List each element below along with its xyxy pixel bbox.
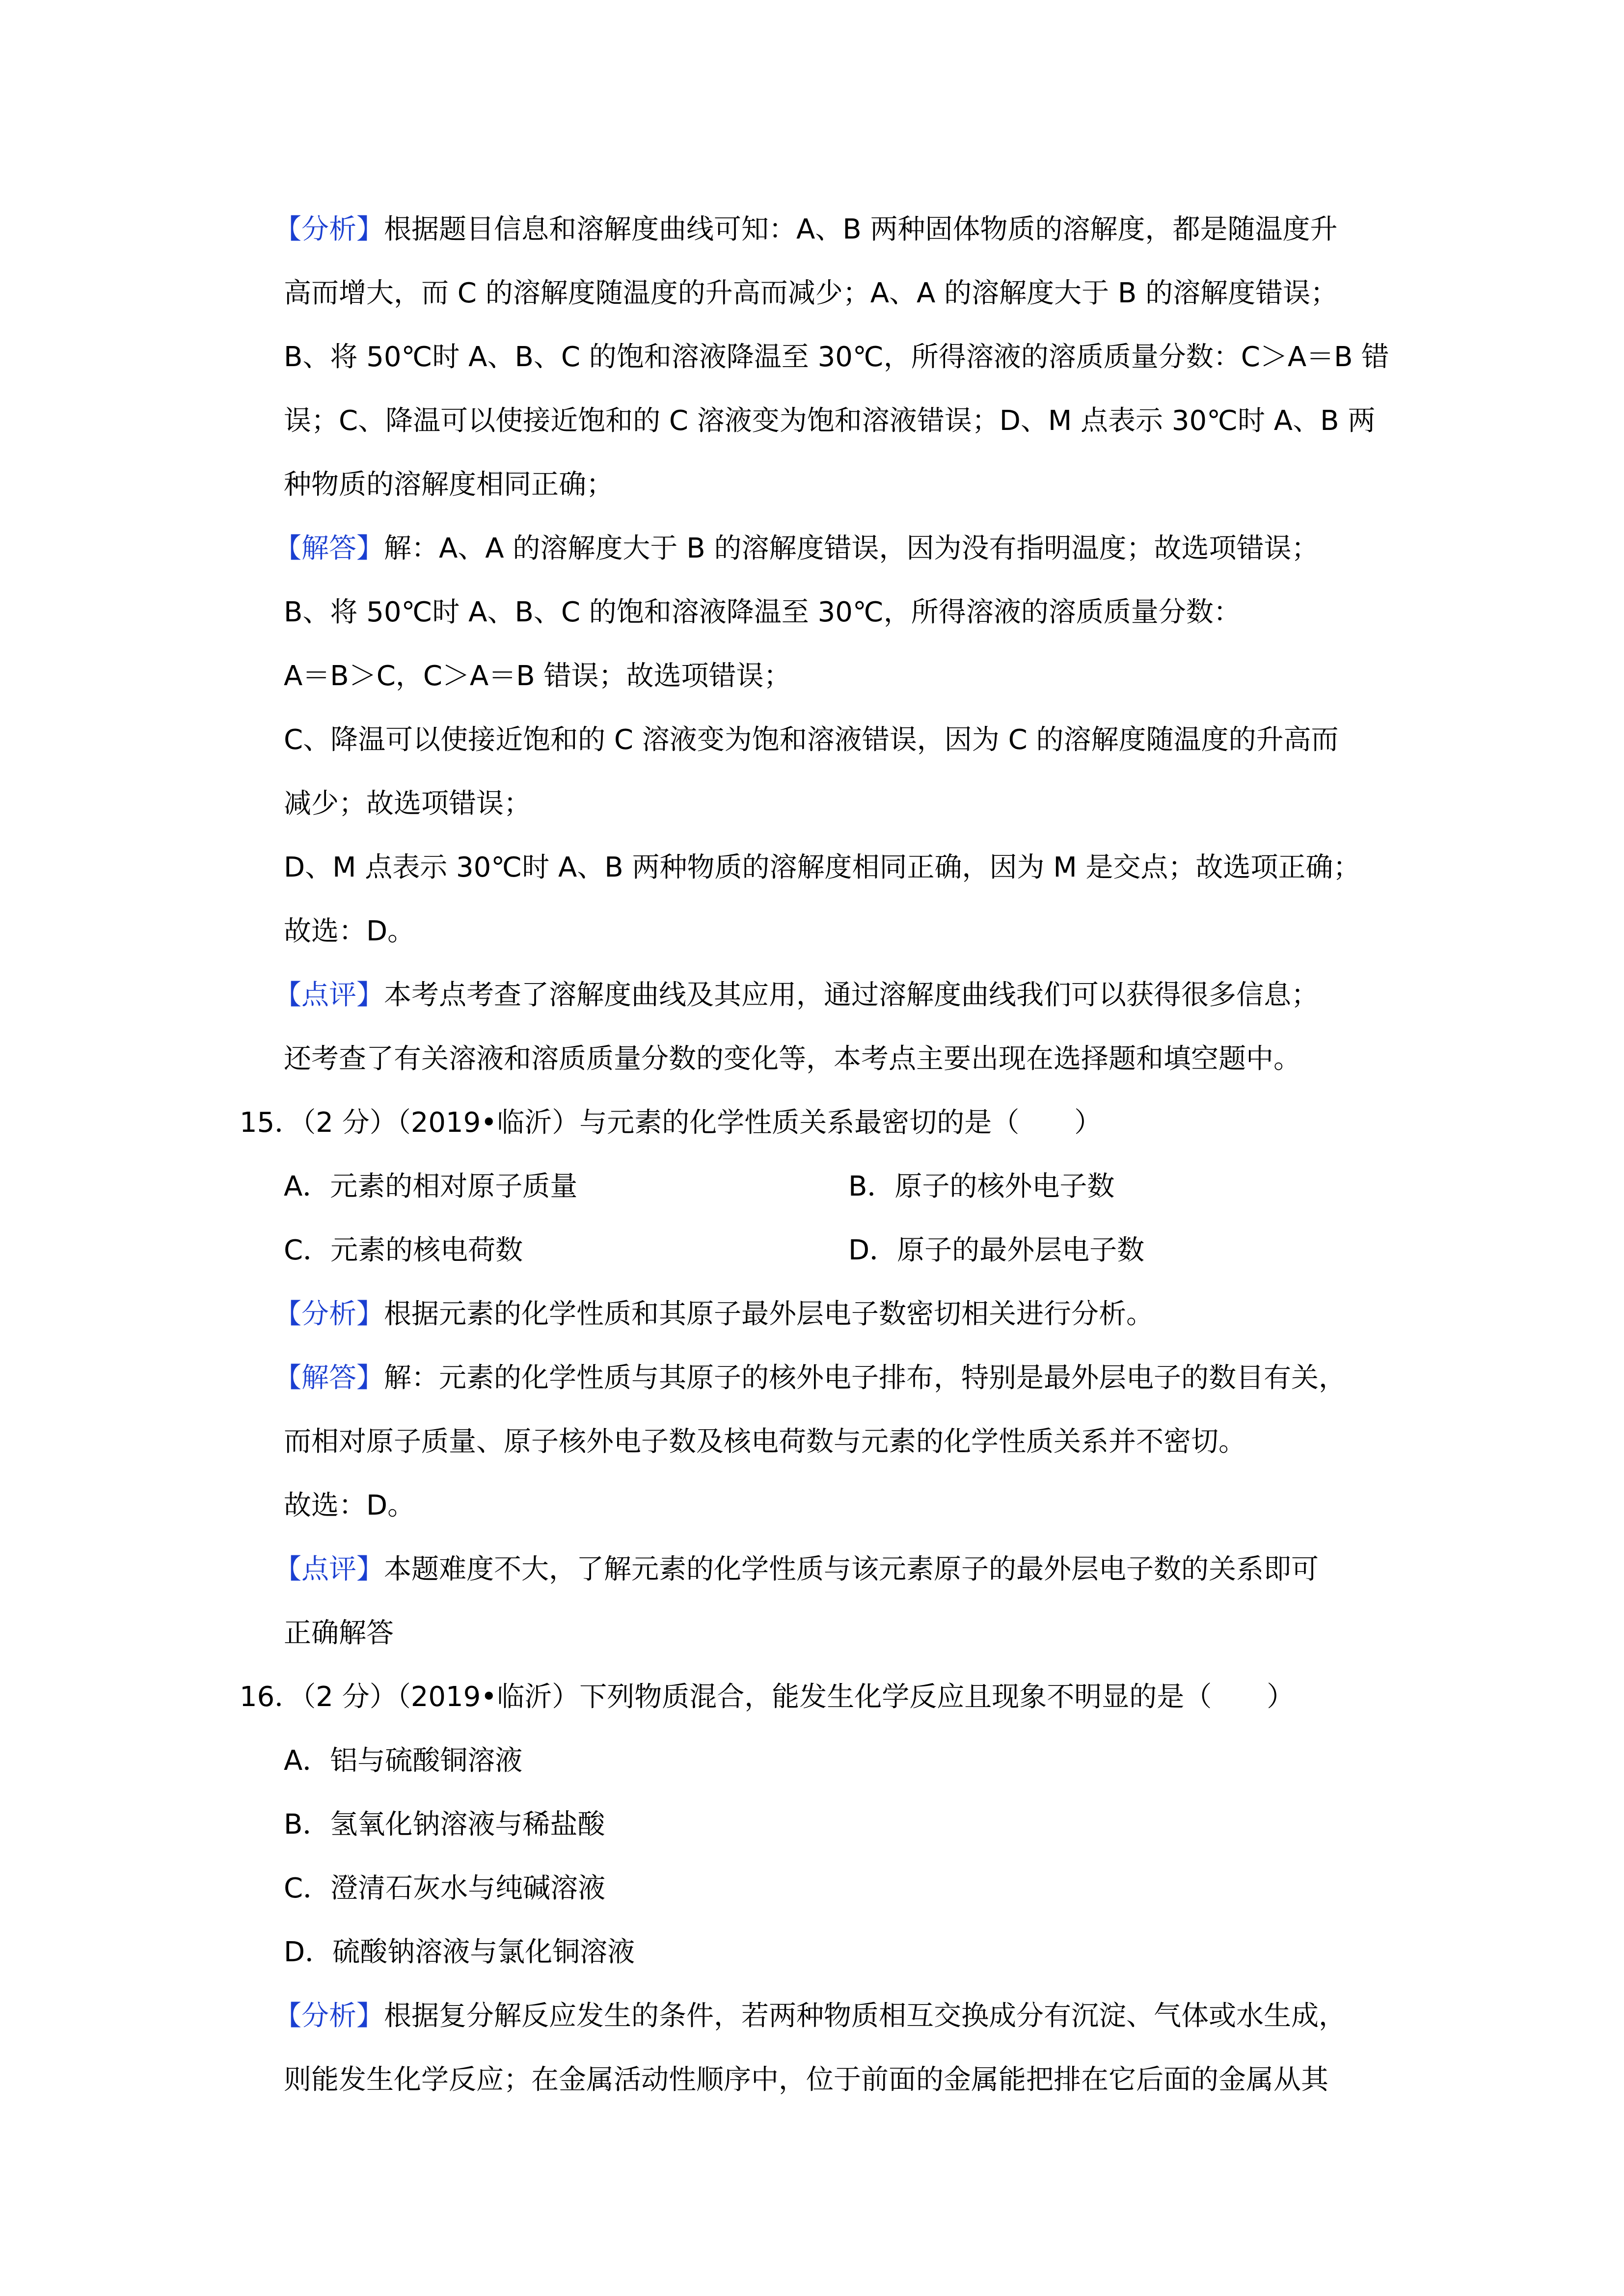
comment-tag: 【点评】 (274, 1553, 384, 1585)
q14-analysis-line-2: 高而增大，而 C 的溶解度随温度的升高而减少；A、A 的溶解度大于 B 的溶解度错误； (284, 277, 1338, 309)
analysis-tag: 【分析】 (274, 2000, 384, 2032)
q14-analysis-line-5: 种物质的溶解度相同正确； (284, 469, 614, 501)
q14-analysis-line-1: 【分析】根据题目信息和溶解度曲线可知：A、B 两种固体物质的溶解度，都是随温度升 (274, 214, 1338, 245)
q14-answer-line-4: C、降温可以使接近饱和的 C 溶液变为饱和溶液错误，因为 C 的溶解度随温度的升高而 (284, 724, 1339, 756)
answer-tag: 【解答】 (274, 1362, 384, 1394)
q15-option-b: B．原子的核外电子数 (848, 1171, 1115, 1202)
q14-analysis-line-3: B、将 50℃时 A、B、C 的饱和溶液降温至 30℃，所得溶液的溶质质量分数：C＞A＝B 错 (284, 341, 1389, 373)
q14-answer-line-6: D、M 点表示 30℃时 A、B 两种物质的溶解度相同正确，因为 M 是交点；故选项正确； (284, 852, 1361, 883)
q14-answer-line-5: 减少；故选项错误； (284, 788, 531, 820)
q14-comment-line-1: 【点评】本考点考查了溶解度曲线及其应用，通过溶解度曲线我们可以获得很多信息； (274, 979, 1319, 1011)
q14-comment-line-2: 还考查了有关溶液和溶质质量分数的变化等，本考点主要出现在选择题和填空题中。 (284, 1043, 1301, 1075)
q14-answer-line-1: 【解答】解：A、A 的溶解度大于 B 的溶解度错误，因为没有指明温度；故选项错误； (274, 533, 1319, 564)
q16-analysis-line-1: 【分析】根据复分解反应发生的条件，若两种物质相互交换成分有沉淀、气体或水生成， (274, 2000, 1346, 2032)
q16-option-b: B．氢氧化钠溶液与稀盐酸 (284, 1809, 605, 1841)
q15-stem: 15．（2 分）（2019•临沂）与元素的化学性质关系最密切的是（ ） (240, 1107, 1102, 1139)
q15-option-d: D．原子的最外层电子数 (848, 1234, 1145, 1266)
answer-tag: 【解答】 (274, 533, 384, 564)
q14-answer-line-7: 故选：D。 (284, 915, 415, 947)
q15-answer-line-2: 而相对原子质量、原子核外电子数及核电荷数与元素的化学性质关系并不密切。 (284, 1426, 1246, 1458)
q14-answer-line-3: A＝B＞C，C＞A＝B 错误；故选项错误； (284, 660, 791, 692)
q15-option-a: A．元素的相对原子质量 (284, 1171, 578, 1202)
q15-comment-line-2: 正确解答 (284, 1617, 394, 1649)
analysis-tag: 【分析】 (274, 1298, 384, 1330)
q16-option-a: A．铝与硫酸铜溶液 (284, 1745, 523, 1777)
q15-answer-line-1: 【解答】解：元素的化学性质与其原子的核外电子排布，特别是最外层电子的数目有关， (274, 1362, 1346, 1394)
q15-option-c: C．元素的核电荷数 (284, 1234, 523, 1266)
q14-answer-line-2: B、将 50℃时 A、B、C 的饱和溶液降温至 30℃，所得溶液的溶质质量分数： (284, 596, 1241, 628)
comment-tag: 【点评】 (274, 979, 384, 1011)
q16-stem: 16．（2 分）（2019•临沂）下列物质混合，能发生化学反应且现象不明显的是（ ） (240, 1681, 1295, 1713)
q15-answer-line-3: 故选：D。 (284, 1490, 415, 1522)
q16-option-c: C．澄清石灰水与纯碱溶液 (284, 1872, 606, 1904)
q16-option-d: D．硫酸钠溶液与氯化铜溶液 (284, 1936, 635, 1968)
analysis-tag: 【分析】 (274, 214, 384, 245)
q15-analysis-line-1: 【分析】根据元素的化学性质和其原子最外层电子数密切相关进行分析。 (274, 1298, 1154, 1330)
q16-analysis-line-2: 则能发生化学反应；在金属活动性顺序中，位于前面的金属能把排在它后面的金属从其 (284, 2064, 1328, 2096)
q15-comment-line-1: 【点评】本题难度不大，了解元素的化学性质与该元素原子的最外层电子数的关系即可 (274, 1553, 1319, 1585)
q14-analysis-line-4: 误；C、降温可以使接近饱和的 C 溶液变为饱和溶液错误；D、M 点表示 30℃时 A、B 两 (284, 405, 1376, 437)
